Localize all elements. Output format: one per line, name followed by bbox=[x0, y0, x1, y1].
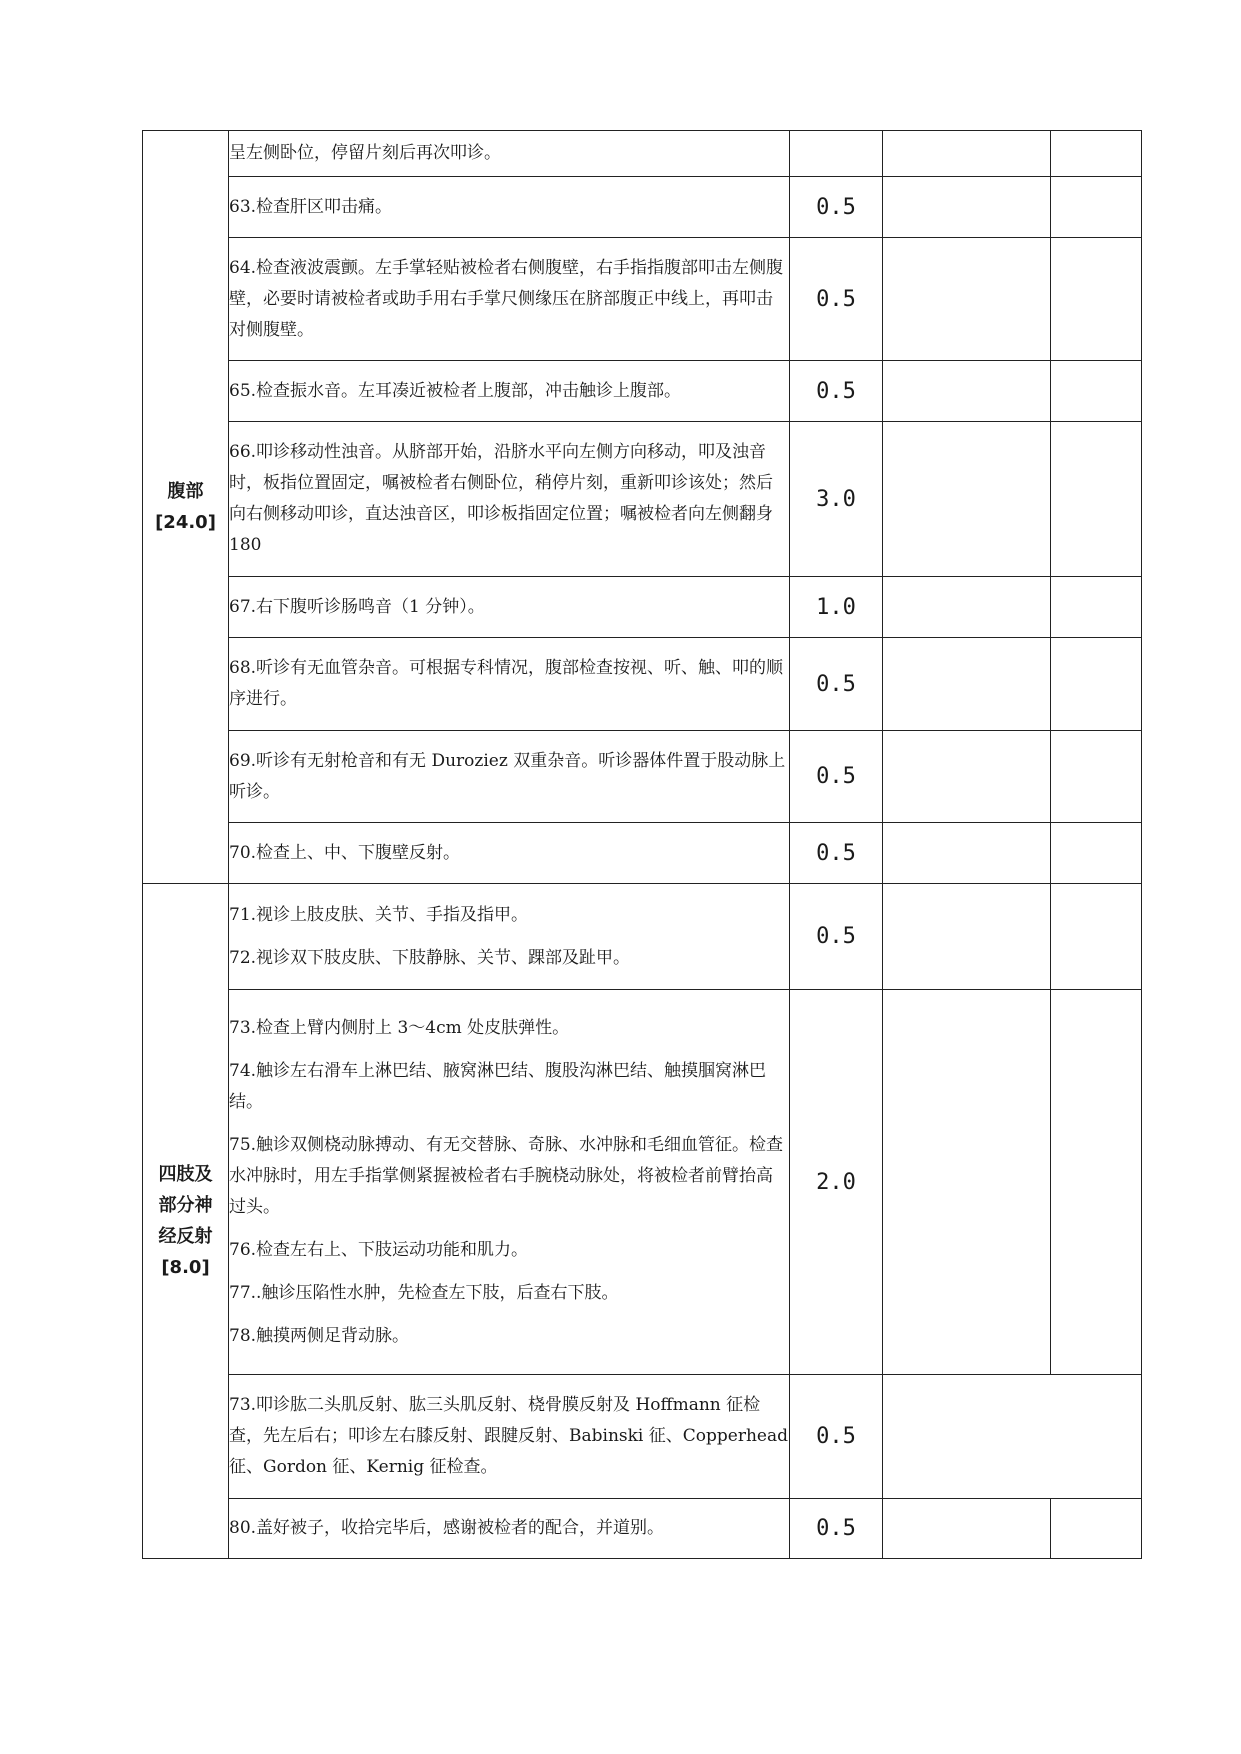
table-row bbox=[143, 577, 1142, 638]
exam-table bbox=[142, 130, 1142, 1559]
section-limbs bbox=[143, 884, 229, 1559]
item-text: 64.检查液波震颤。左手掌轻贴被检者右侧腹壁，右手指指腹部叩击左侧腹壁，必要时请被检者或助手用右手掌尺侧缘压在脐部腹正中线上，再叩击对侧腹壁。 bbox=[229, 238, 790, 361]
blank-cell bbox=[883, 990, 1051, 1375]
score-cell: 0.5 bbox=[790, 1375, 883, 1499]
table-row bbox=[143, 238, 1142, 361]
blank-cell bbox=[883, 238, 1051, 361]
score-cell: 0.5 bbox=[790, 731, 883, 823]
blank-cell bbox=[1051, 638, 1142, 731]
item-text: 65.检查振水音。左耳凑近被检者上腹部，冲击触诊上腹部。 bbox=[229, 361, 790, 422]
item-text: 70.检查上、中、下腹壁反射。 bbox=[229, 823, 790, 884]
score-cell: 0.5 bbox=[790, 823, 883, 884]
section-title-line: 经反射 bbox=[158, 1226, 213, 1247]
table-row bbox=[143, 361, 1142, 422]
blank-cell bbox=[1051, 990, 1142, 1375]
score-cell: 0.5 bbox=[790, 884, 883, 990]
section-title-line: 部分神 bbox=[158, 1195, 213, 1216]
table-row bbox=[143, 823, 1142, 884]
item-text: 63.检查肝区叩击痛。 bbox=[229, 177, 790, 238]
score-cell: 0.5 bbox=[790, 361, 883, 422]
blank-cell bbox=[883, 823, 1051, 884]
blank-cell bbox=[1051, 823, 1142, 884]
table-row bbox=[143, 177, 1142, 238]
blank-cell bbox=[1051, 177, 1142, 238]
blank-cell bbox=[883, 177, 1051, 238]
blank-cell bbox=[883, 731, 1051, 823]
item-text: 73.检查上臂内侧肘上 3～4cm 处皮肤弹性。 74.触诊左右滑车上淋巴结、腋窝淋巴结、腹股沟淋巴结、触摸腘窝淋巴结。 75.触诊双侧桡动脉搏动、有无交替脉、奇脉、水冲脉和毛细血管征。检查水冲脉时，用左手指掌侧紧握被检者右手腕桡动脉处，将被检者前臂抬高过头。 76.检查左右上、下肢运动功能和肌力。 77..触诊压陷性水肿，先检查左下肢，后查右下肢。 78.触摸两侧足背动脉。 bbox=[229, 990, 790, 1375]
table-row bbox=[143, 131, 1142, 177]
blank-cell bbox=[1051, 577, 1142, 638]
blank-cell bbox=[1051, 1499, 1142, 1559]
score-cell: 0.5 bbox=[790, 238, 883, 361]
item-text: 69.听诊有无射枪音和有无 Duroziez 双重杂音。听诊器体件置于股动脉上听诊。 bbox=[229, 731, 790, 823]
score-cell: 0.5 bbox=[790, 177, 883, 238]
blank-cell bbox=[1051, 731, 1142, 823]
blank-cell bbox=[883, 422, 1051, 577]
table-row bbox=[143, 422, 1142, 577]
score-cell: 0.5 bbox=[790, 1499, 883, 1559]
blank-cell bbox=[883, 638, 1051, 731]
blank-cell bbox=[1051, 131, 1142, 177]
blank-cell bbox=[1051, 238, 1142, 361]
score-cell: 2.0 bbox=[790, 990, 883, 1375]
score-cell: 1.0 bbox=[790, 577, 883, 638]
section-title-line: 四肢及 bbox=[158, 1164, 213, 1185]
table-row bbox=[143, 990, 1142, 1375]
item-text: 73.叩诊肱二头肌反射、肱三头肌反射、桡骨膜反射及 Hoffmann 征检查，先左后右；叩诊左右膝反射、跟腱反射、Babinski 征、Copperhead 征、Gordon 征、Kernig 征检查。 bbox=[229, 1375, 790, 1499]
section-title: 腹部 bbox=[167, 481, 204, 502]
blank-cell bbox=[1051, 884, 1142, 990]
item-text: 68.听诊有无血管杂音。可根据专科情况，腹部检查按视、听、触、叩的顺序进行。 bbox=[229, 638, 790, 731]
table-row bbox=[143, 1375, 1142, 1499]
item-text: 66.叩诊移动性浊音。从脐部开始，沿脐水平向左侧方向移动，叩及浊音时，板指位置固定，嘱被检者右侧卧位，稍停片刻，重新叩诊该处；然后向右侧移动叩诊，直达浊音区，叩诊板指固定位置；嘱被检者向左侧翻身 180 bbox=[229, 422, 790, 577]
item-text: 67.右下腹听诊肠鸣音（1 分钟）。 bbox=[229, 577, 790, 638]
blank-cell bbox=[883, 577, 1051, 638]
section-abdomen bbox=[143, 131, 229, 884]
blank-cell bbox=[1051, 422, 1142, 577]
table-row bbox=[143, 731, 1142, 823]
score-cell: 0.5 bbox=[790, 638, 883, 731]
table-row bbox=[143, 638, 1142, 731]
table-row bbox=[143, 884, 1142, 990]
blank-cell bbox=[1051, 361, 1142, 422]
blank-cell bbox=[883, 1375, 1142, 1499]
table-row bbox=[143, 1499, 1142, 1559]
section-score: [8.0] bbox=[161, 1257, 210, 1278]
blank-cell bbox=[883, 884, 1051, 990]
item-text: 80.盖好被子，收拾完毕后，感谢被检者的配合，并道别。 bbox=[229, 1499, 790, 1559]
blank-cell bbox=[883, 131, 1051, 177]
section-score: [24.0] bbox=[155, 512, 216, 533]
item-text: 呈左侧卧位，停留片刻后再次叩诊。 bbox=[229, 131, 790, 177]
score-cell bbox=[790, 131, 883, 177]
item-text: 71.视诊上肢皮肤、关节、手指及指甲。 72.视诊双下肢皮肤、下肢静脉、关节、踝部及趾甲。 bbox=[229, 884, 790, 990]
blank-cell bbox=[883, 361, 1051, 422]
blank-cell bbox=[883, 1499, 1051, 1559]
score-cell: 3.0 bbox=[790, 422, 883, 577]
